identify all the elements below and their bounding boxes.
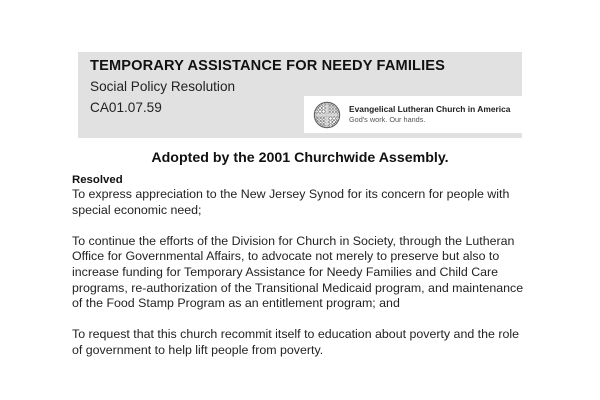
- resolved-label: Resolved: [72, 174, 123, 186]
- resolution-paragraph: To request that this church recommit itself to education about poverty and the role of government to help lift people from poverty.: [72, 327, 519, 357]
- resolution-paragraph: To continue the efforts of the Division for Church in Society, through the Lutheran Office for Governmental Affairs, to advocate not merely to preserve but also to increase funding for Temporary Assistance for Needy Families and Child Care programs, re-authorization of the Transitional Medicaid program, and maintenance of the Food Stamp Program as an entitlement program; and: [72, 233, 524, 311]
- organization-tagline: God's work. Our hands.: [349, 115, 426, 125]
- resolution-paragraph: To express appreciation to the New Jersey Synod for its concern for people with special economic need;: [72, 187, 510, 217]
- adopted-heading: Adopted by the 2001 Churchwide Assembly.: [151, 150, 449, 166]
- elca-logo-text: [349, 105, 510, 124]
- elca-logo-lockup: [304, 96, 524, 133]
- resolution-body: [72, 174, 532, 359]
- document-reference-code: CA01.07.59: [90, 100, 162, 115]
- document-subtitle: Social Policy Resolution: [90, 79, 236, 94]
- organization-name: Evangelical Lutheran Church in America: [349, 104, 511, 115]
- page-title: TEMPORARY ASSISTANCE FOR NEEDY FAMILIES: [90, 58, 446, 74]
- elca-celtic-cross-emblem-icon: [313, 101, 341, 129]
